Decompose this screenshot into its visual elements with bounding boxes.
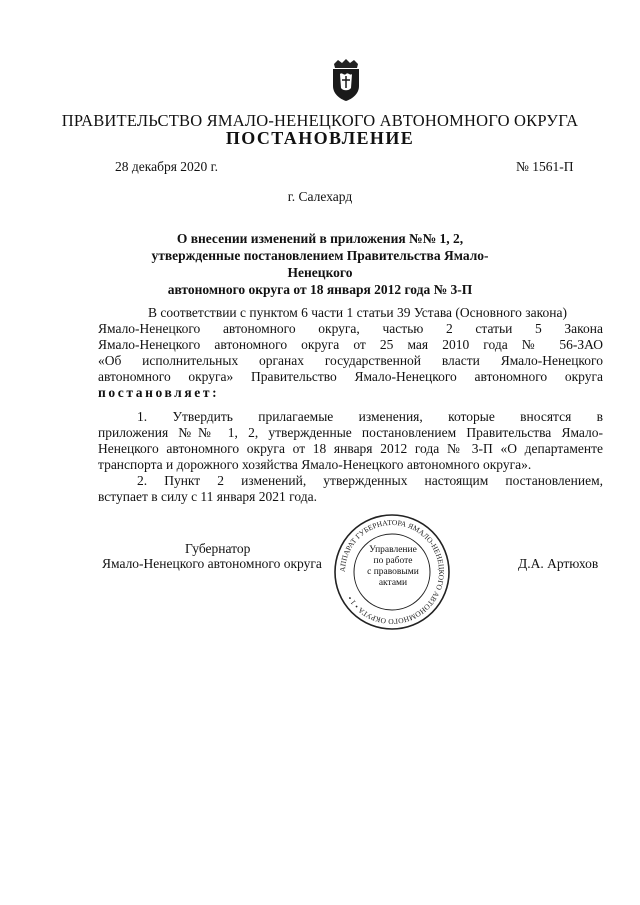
signatory-title: Губернатор <box>185 541 251 556</box>
city: г. Салехард <box>287 189 353 204</box>
preamble-line: Ямало-Ненецкого автономного округа от 25 мая 2010 года № 56-ЗАО <box>98 337 603 352</box>
stamp-line: актами <box>378 578 408 588</box>
document-type: ПОСТАНОВЛЕНИЕ <box>225 128 415 148</box>
preamble-line: автономного округа» Правительство Ямало-Ненецкого автономного округа <box>98 369 603 384</box>
item-1-line: 1. Утвердить прилагаемые изменения, которые вносятся в <box>137 409 603 424</box>
stamp-line: по работе <box>373 556 413 566</box>
signatory-name: Д.А. Артюхов <box>518 556 599 571</box>
document-subject <box>120 230 520 298</box>
subject-line: О внесении изменений в приложения №№ 1, 2, <box>176 231 464 246</box>
document-date: 28 декабря 2020 г. <box>115 159 219 174</box>
preamble-line: Ямало-Ненецкого автономного округа, частью 2 статьи 5 Закона <box>98 321 603 336</box>
subject-line: автономного округа от 18 января 2012 года № 3-П <box>167 282 473 297</box>
item-2-line: 2. Пункт 2 изменений, утвержденных настоящим постановлением, <box>137 473 603 488</box>
item-1-line: приложения №№ 1, 2, утвержденные постановлением Правительства Ямало- <box>98 425 603 440</box>
preamble-line: В соответствии с пунктом 6 части 1 статьи 39 Устава (Основного закона) <box>148 305 567 320</box>
stamp-outer-text: АППАРАТ ГУБЕРНАТОРА ЯМАЛО-НЕНЕЦКОГО АВТОНОМНОГО ОКРУГА • 1 • <box>337 517 447 627</box>
item-2-line: вступает в силу с 11 января 2021 года. <box>98 489 317 504</box>
subject-line: утвержденные постановлением Правительства Ямало-Ненецкого <box>151 248 489 280</box>
item-1-line: транспорта и дорожного хозяйства Ямало-Ненецкого автономного округа». <box>98 457 532 472</box>
coat-of-arms-emblem <box>330 58 362 102</box>
document-number: № 1561-П <box>516 159 574 174</box>
signatory-region: Ямало-Ненецкого автономного округа <box>102 556 322 571</box>
preamble-line: «Об исполнительных органах государственной власти Ямало-Ненецкого <box>98 353 603 368</box>
stamp-line: с правовыми <box>367 567 419 577</box>
stamp-line: Управление <box>369 545 417 555</box>
item-1-line: Ненецкого автономного округа от 18 января 2012 года № 3-П «О департаменте <box>98 441 603 456</box>
government-title: ПРАВИТЕЛЬСТВО ЯМАЛО-НЕНЕЦКОГО АВТОНОМНОГО ОКРУГА <box>61 111 579 130</box>
stamp-inner-text <box>361 545 425 589</box>
resolves-word: постановляет: <box>98 385 220 400</box>
